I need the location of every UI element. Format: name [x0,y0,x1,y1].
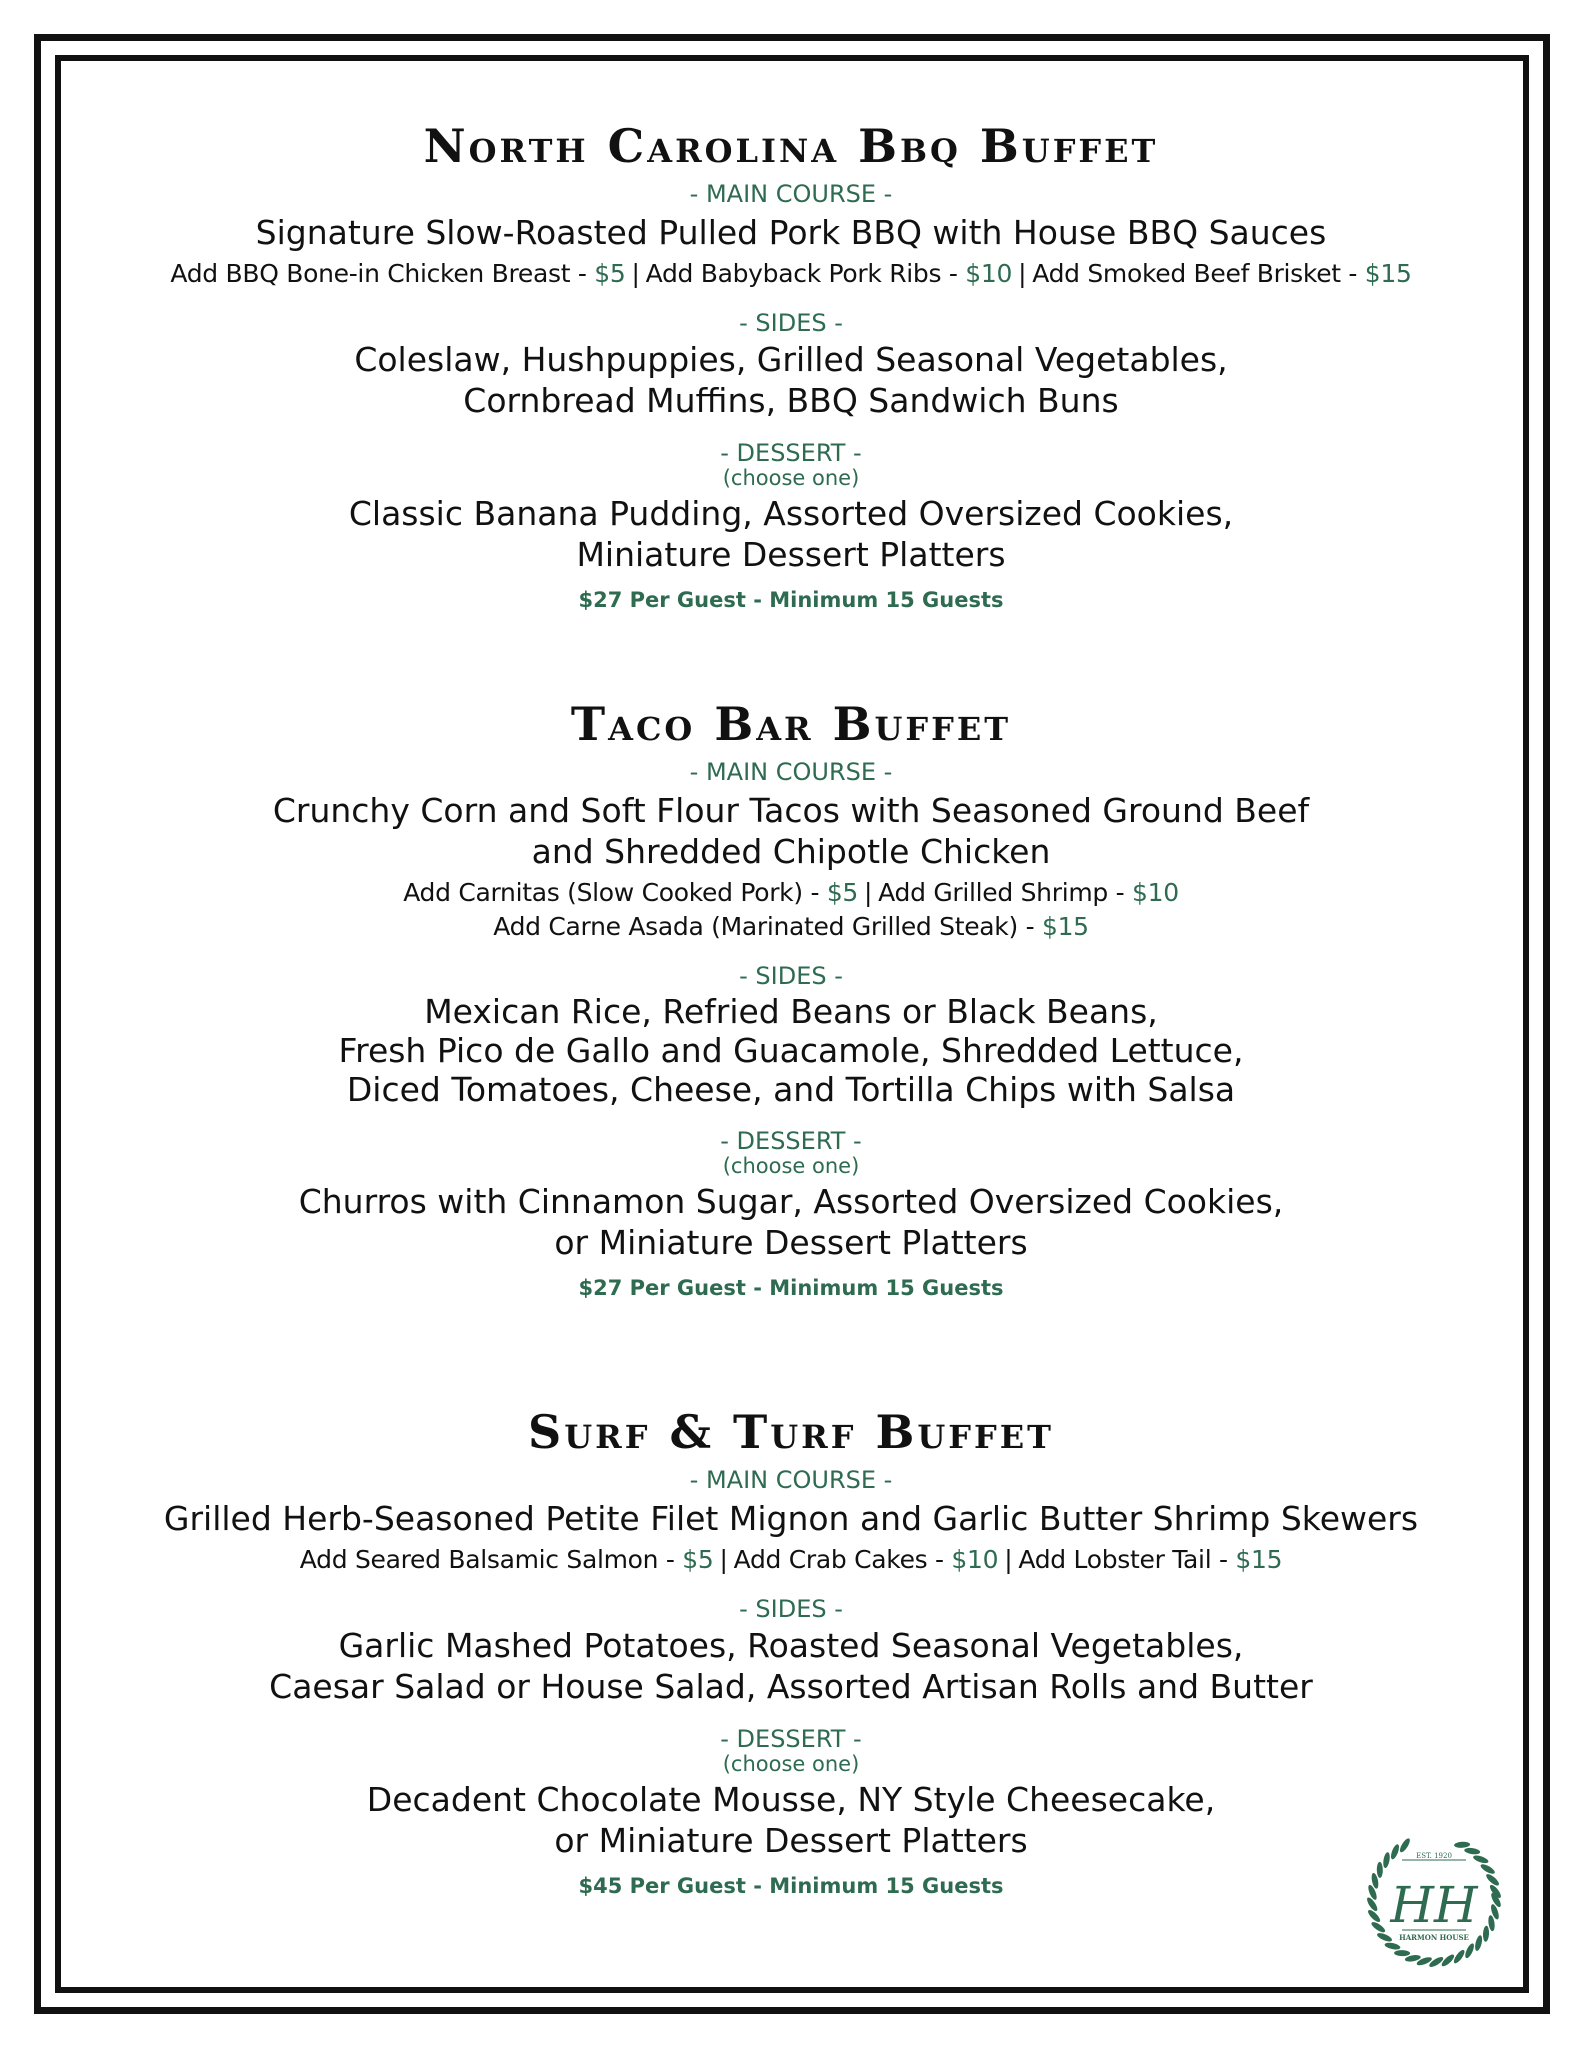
logo-name-text: HARMON HOUSE [1399,1933,1469,1942]
addon-row [70,910,1512,944]
dessert-text: Miniature Dessert Platters [576,535,1006,574]
main-course-text: Signature Slow-Roasted Pulled Pork BBQ with House BBQ Sauces [255,213,1327,252]
addon-item-price: $15 [1041,912,1089,941]
addon-item-price: $5 [594,259,626,288]
addon-item-price: $5 [682,1545,714,1574]
addon-item-text: Add Crab Cakes - [733,1545,952,1574]
price-per-guest: $45 Per Guest - Minimum 15 Guests [578,1874,1004,1898]
wreath-leaf [1382,1852,1391,1869]
section-title: North Carolina Bbq Buffet [423,119,1159,173]
sides-label: - SIDES - [739,1595,843,1623]
section-title: Taco Bar Buffet [570,697,1012,751]
wreath-leaf [1370,1920,1387,1934]
price-per-guest: $27 Per Guest - Minimum 15 Guests [578,588,1004,612]
wreath-leaf [1474,1935,1484,1952]
addon-separator: | [864,878,873,907]
dessert-text: Classic Banana Pudding, Assorted Oversized Cookies, [348,494,1234,533]
main-course-text: Crunchy Corn and Soft Flour Tacos with Seasoned Ground Beef [272,791,1310,830]
sides-text: Fresh Pico de Gallo and Guacamole, Shredded Lettuce, [338,1031,1244,1070]
sides-text: Cornbread Muffins, BBQ Sandwich Buns [463,381,1119,420]
main-course-text: Grilled Herb-Seasoned Petite Filet Mignon and Garlic Butter Shrimp Skewers [163,1499,1419,1538]
menu-section [70,1404,1512,1899]
addon-item-text: Add Carnitas (Slow Cooked Pork) - [403,878,827,907]
wreath-leaf [1487,1915,1495,1932]
wreath-leaf [1483,1926,1490,1942]
section-title: Surf & Turf Buffet [528,1405,1054,1459]
dessert-choose-one: (choose one) [722,1752,860,1776]
dessert-choose-one: (choose one) [722,1154,860,1178]
menu-section [70,696,1512,1301]
wreath-leaf [1472,1854,1489,1865]
sides-text: Coleslaw, Hushpuppies, Grilled Seasonal Vegetables, [354,340,1228,379]
wreath-leaf [1464,1847,1481,1855]
dessert-text: or Miniature Dessert Platters [554,1821,1028,1860]
logo-est-text: EST. 1920 [1416,1852,1452,1860]
addon-item-price: $10 [1131,878,1179,907]
main-course-label: - MAIN COURSE - [689,1466,893,1494]
addon-separator: | [1004,1545,1013,1574]
menu-section [70,118,1512,613]
dessert-text: or Miniature Dessert Platters [554,1223,1028,1262]
sides-text: Garlic Mashed Potatoes, Roasted Seasonal Vegetables, [338,1626,1244,1665]
addon-separator: | [631,259,640,288]
wreath-leaf [1464,1942,1476,1959]
wreath-leaf [1389,1843,1400,1860]
addon-item-price: $15 [1364,259,1412,288]
addon-row [70,876,1512,910]
sides-label: - SIDES - [739,962,843,990]
main-course-label: - MAIN COURSE - [689,180,893,208]
sides-label: - SIDES - [739,309,843,337]
wreath-leaf [1377,1862,1383,1878]
harmon-house-logo [1360,1828,1508,1982]
sides-text: Mexican Rice, Refried Beans or Black Beans, [424,992,1158,1031]
addon-separator: | [1018,259,1027,288]
price-per-guest: $27 Per Guest - Minimum 15 Guests [578,1276,1004,1300]
addon-item-price: $15 [1235,1545,1283,1574]
logo-monogram: HH [1390,1876,1478,1934]
dessert-text: Decadent Chocolate Mousse, NY Style Cheesecake, [366,1780,1216,1819]
dessert-text: Churros with Cinnamon Sugar, Assorted Oversized Cookies, [298,1182,1284,1221]
dessert-choose-one: (choose one) [722,466,860,490]
dessert-label: - DESSERT - [720,1127,862,1155]
wreath-leaf [1479,1862,1496,1875]
main-course-text: and Shredded Chipotle Chicken [531,832,1051,871]
sides-text: Diced Tomatoes, Cheese, and Tortilla Chips with Salsa [346,1070,1236,1109]
wreath-leaf [1454,1841,1470,1848]
addon-row [70,1543,1512,1577]
wreath-leaf [1398,1837,1412,1854]
wreath-leaf [1452,1948,1466,1964]
addon-item-text: Add Seared Balsamic Salmon - [299,1545,683,1574]
addon-item-text: Add Carne Asada (Marinated Grilled Steak) - [493,912,1042,941]
wreath-leaf [1394,1950,1410,1956]
dessert-label: - DESSERT - [720,439,862,467]
wreath-leaf [1384,1942,1401,1951]
addon-item-text: Add Grilled Shrimp - [878,878,1132,907]
addon-item-text: Add Babyback Pork Ribs - [645,259,966,288]
wreath-leaf [1485,1872,1501,1887]
addon-item-text: Add BBQ Bone-in Chicken Breast - [170,259,595,288]
wreath-leaf [1365,1896,1379,1913]
dessert-label: - DESSERT - [720,1725,862,1753]
wreath-leaf [1428,1955,1445,1969]
addon-item-text: Add Smoked Beef Brisket - [1032,259,1365,288]
main-course-label: - MAIN COURSE - [689,758,893,786]
addon-item-text: Add Lobster Tail - [1018,1545,1236,1574]
addon-row [70,257,1512,291]
addon-item-price: $5 [826,878,859,907]
addon-separator: | [719,1545,728,1574]
sides-text: Caesar Salad or House Salad, Assorted Artisan Rolls and Butter [269,1667,1313,1706]
addon-item-price: $10 [951,1545,999,1574]
wreath-leaf [1366,1908,1382,1924]
addon-item-price: $10 [965,259,1013,288]
